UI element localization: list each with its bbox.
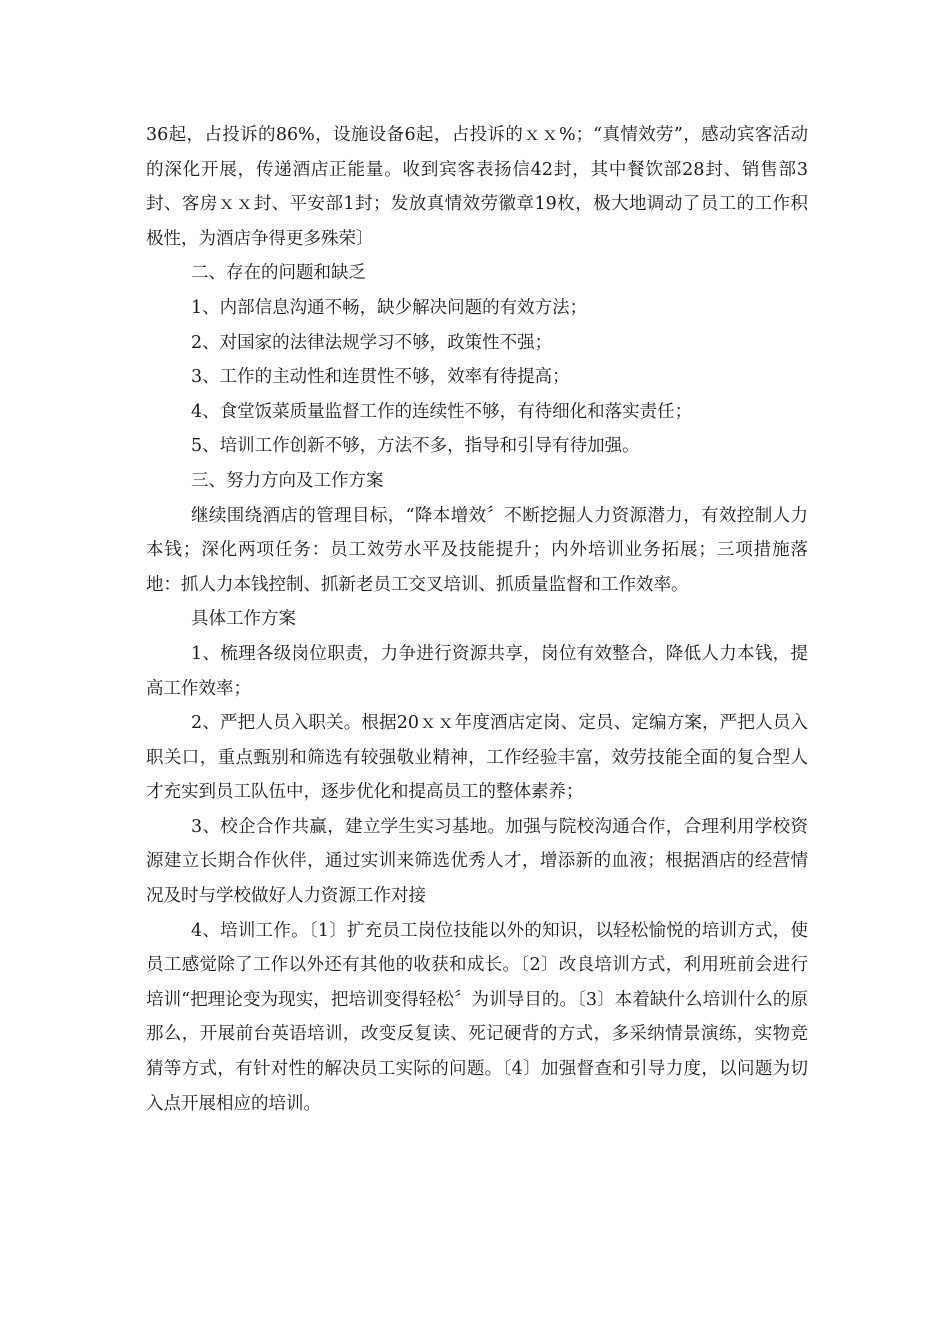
plan-item-2: 2、严把人员入职关。根据20ｘｘ年度酒店定岗、定员、定编方案，严把人员入职关口，重点甄别和筛选有较强敬业精神，工作经验丰富，效劳技能全面的复合型人才充实到员工队伍中，逐步优化和提高员工的整体素养； [146,713,808,803]
problem-item-4: 4、食堂饭菜质量监督工作的连续性不够，有待细化和落实责任； [191,401,693,422]
plan-item-3: 3、校企合作共赢，建立学生实习基地。加强与院校沟通合作，合理利用学校资源建立长期合作伙伴，通过实训来筛选优秀人才，增添新的血液；根据酒店的经营情况及时与学校做好人力资源工作对接 [146,816,808,907]
plan-item-1: 1、梳理各级岗位职责，力争进行资源共享，岗位有效整合，降低人力本钱，提高工作效率； [146,643,808,699]
problem-item-2: 2、对国家的法律法规学习不够，政策性不强； [191,332,553,353]
paragraph-direction: 继续围绕酒店的管理目标，“降本增效〞不断挖掘人力资源潜力，有效控制人力本钱；深化两项任务：员工效劳水平及技能提升；内外培训业务拓展；三项措施落地：抓人力本钱控制、抓新老员工交叉培训、抓质量监督和工作效率。 [146,505,808,595]
paragraph-complaint-stats: 36起，占投诉的86%，设施设备6起，占投诉的ｘｘ%；“真情效劳”，感动宾客活动的深化开展，传递酒店正能量。收到宾客表扬信42封，其中餐饮部28封、销售部3封、客房ｘｘ封、平安部1封；发放真情效劳徽章19枚，极大地调动了员工的工作积极性，为酒店争得更多殊荣〕 [146,125,808,249]
problem-item-5: 5、培训工作创新不够，方法不多，指导和引导有待加强。 [191,436,640,457]
problem-item-1: 1、内部信息沟通不畅，缺少解决问题的有效方法； [191,297,588,318]
section-heading-direction: 三、努力方向及工作方案 [191,470,384,491]
section-heading-problems: 二、存在的问题和缺乏 [191,263,366,284]
plan-item-4: 4、培训工作。〔1〕扩充员工岗位技能以外的知识，以轻松愉悦的培训方式，使员工感觉除了工作以外还有其他的收获和成长。〔2〕改良培训方式，利用班前会进行培训“把理论变为现实，把培训变得轻松〞为训导目的。〔3〕本着缺什么培训什么的原那么，开展前台英语培训，改变反复读、死记硬背的方式，多采纳情景演练，实物竞猜等方式，有针对性的解决员工实际的问题。〔4〕加强督查和引导力度，以问题为切入点开展相应的培训。 [146,920,808,1114]
problem-item-3: 3、工作的主动性和连贯性不够，效率有待提高； [191,367,570,388]
subheading-plan: 具体工作方案 [191,609,296,630]
document-body [146,118,808,1121]
